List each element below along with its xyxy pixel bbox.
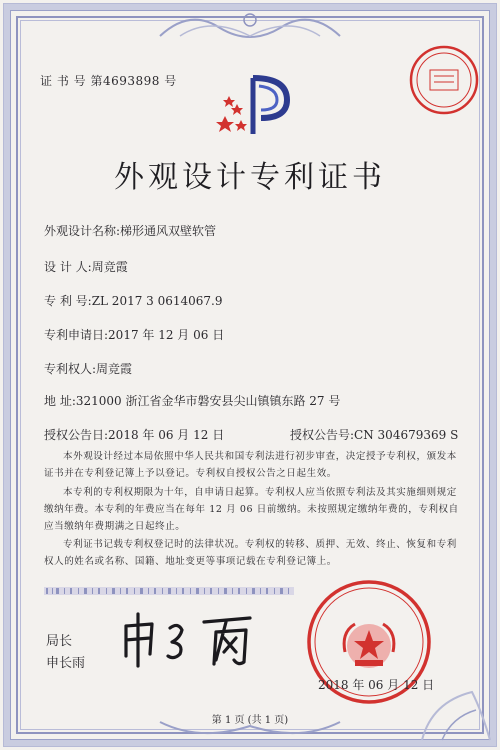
- grant-number-value: CN 304679369 S: [354, 428, 459, 442]
- cnipa-logo: [215, 72, 295, 142]
- patentee-row: [44, 360, 132, 377]
- patent-number-value: ZL 2017 3 0614067.9: [91, 294, 223, 308]
- grant-date-value: 2018 年 06 月 12 日: [108, 428, 225, 442]
- patentee-value: 周竞霞: [96, 362, 133, 376]
- patent-number-row: [44, 292, 223, 309]
- grant-date-label: 授权公告日:: [44, 428, 109, 442]
- director-name: 申长雨: [46, 656, 86, 671]
- certificate-number: 证 书 号 第4693898 号: [40, 74, 177, 88]
- patent-number-label: 专 利 号:: [44, 294, 92, 308]
- filing-date-value: 2017 年 12 月 06 日: [108, 328, 225, 342]
- top-ornament: [150, 6, 350, 46]
- address-label: 地 址:: [44, 394, 76, 408]
- grant-number-label: 授权公告号:: [290, 428, 355, 442]
- designer-value: 周竞霞: [91, 260, 128, 274]
- agency-stamp: [408, 44, 480, 116]
- filing-date-row: [44, 326, 224, 343]
- patentee-label: 专利权人:: [44, 362, 97, 376]
- designer-label: 设 计 人:: [44, 260, 92, 274]
- grant-date-row: [44, 426, 224, 443]
- paragraph-legal-status: 专利证书记载专利权登记时的法律状况。专利权的转移、质押、无效、终止、恢复和专利权人的姓名或名称、国籍、地址变更等事项记载在专利登记簿上。: [44, 539, 457, 567]
- filing-date-label: 专利申请日:: [44, 328, 109, 342]
- designer-row: [44, 258, 128, 275]
- paragraph-term: 本专利的专利权期限为十年，自申请日起算。专利权人应当依照专利法及其实施细则规定缴纳年费。本专利的年费应当在每年 12 月 06 日前缴纳。未按照规定缴纳年费的，专利权自应当缴纳年费期满之日起终止。: [44, 487, 459, 532]
- seal-date: 2018 年 06 月 12 日: [318, 678, 435, 692]
- director-title: 局长: [46, 634, 73, 649]
- page-number: 第 1 页 (共 1 页): [211, 715, 289, 726]
- certificate-title: 外观设计专利证书: [114, 160, 386, 195]
- grant-number-row: [290, 426, 458, 443]
- handwritten-signature: [118, 608, 268, 670]
- address-row: [44, 392, 340, 409]
- security-strip: [44, 587, 294, 595]
- design-name-value: 梯形通风双壁软管: [120, 224, 217, 238]
- design-name-label: 外观设计名称:: [44, 224, 121, 238]
- address-value: 321000 浙江省金华市磐安县尖山镇镇东路 27 号: [75, 394, 341, 408]
- corner-ornament: [412, 662, 492, 742]
- paragraph-grant: 本外观设计经过本局依照中华人民共和国专利法进行初步审查，决定授予专利权，颁发本证书并在专利登记簿上予以登记。专利权自授权公告之日起生效。: [44, 451, 457, 479]
- design-name-row: [44, 222, 216, 239]
